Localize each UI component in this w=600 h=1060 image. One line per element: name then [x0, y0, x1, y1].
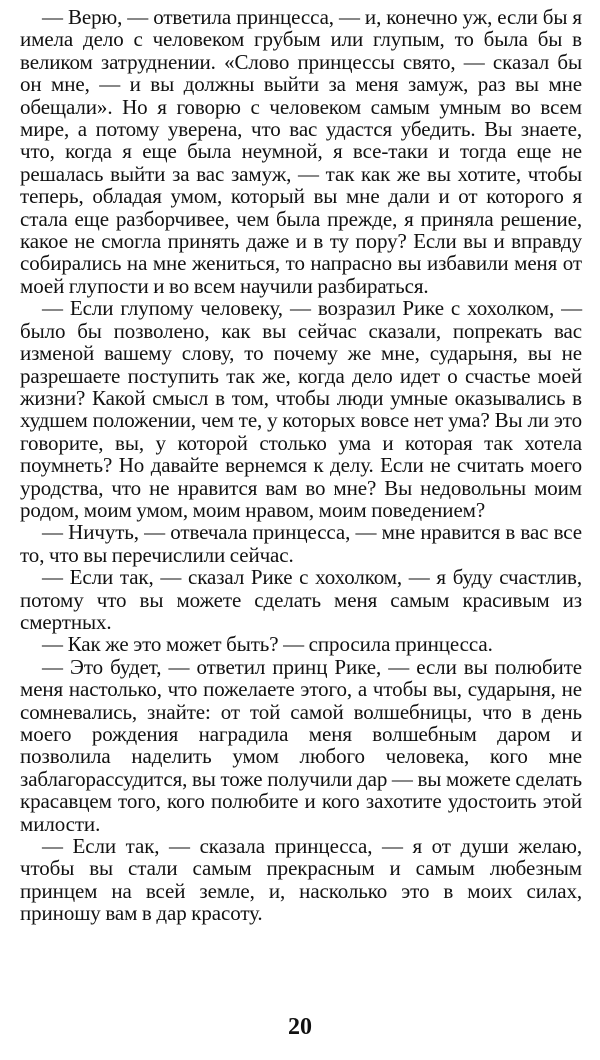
page-body: [20, 6, 582, 925]
paragraph-2: — Если глупому человеку, — возразил Рике с хохолком, — было бы позволено, как вы сейчас сказали, попрекать вас изменой вашему слову, то почему же мне, сударыня, вы не разрешаете поступить так же, когда дело идет о счастье моей жизни? Какой смысл в том, чтобы люди умные оказывались в худшем положении, чем те, у которых вовсе нет ума? Вы ли это говорите, вы, у которой столько ума и которая так хотела поумнеть? Но давайте вернемся к делу. Если не считать моего уродства, что не нравится вам во мне? Вы недовольны моим родом, моим умом, моим нравом, моим поведением?: [20, 296, 582, 522]
paragraph-1: — Верю, — ответила принцесса, — и, конечно уж, если бы я имела дело с человеком грубым или глупым, то была бы в великом затруднении. «Слово принцессы свято, — сказал бы он мне, — и вы должны выйти за меня замуж, раз вы мне обещали». Но я говорю с человеком самым умным во всем мире, а потому уверена, что вас удастся убедить. Вы знаете, что, когда я еще была неумной, я все-таки и тогда еще не решалась выйти за вас замуж, — так как же вы хотите, чтобы теперь, обладая умом, который вы мне дали и от которого я стала еще разборчивее, чем была прежде, я приняла решение, какое не смогла принять даже и в ту пору? Если вы и вправду собирались на мне жениться, то напрасно вы избавили меня от моей глупости и во всем научили разбираться.: [20, 5, 582, 298]
paragraph-7: — Если так, — сказала принцесса, — я от души желаю, чтобы вы стали самым прекрасным и самым любезным принцем на всей земле, и, насколько это в моих силах, приношу вам в дар красоту.: [20, 834, 582, 926]
paragraph-5: — Как же это может быть? — спросила принцесса.: [42, 632, 493, 657]
paragraph-6: — Это будет, — ответил принц Рике, — если вы полюбите меня настолько, что пожелаете этого, а чтобы вы, сударыня, не сомневались, знайте: от той самой волшебницы, что в день моего рождения наградила меня волшебным даром и позволила наделить умом любого человека, кого мне заблагорассудится, вы тоже получили дар — вы можете сделать красавцем того, кого полюбите и кого захотите удостоить этой милости.: [20, 654, 582, 836]
paragraph-4: — Если так, — сказал Рике с хохолком, — я буду счастлив, потому что вы можете сделать меня самым красивым из смертных.: [20, 565, 582, 634]
page-number: 20: [288, 1014, 312, 1040]
paragraph-3: — Ничуть, — отвечала принцесса, — мне нравится в вас все то, что вы перечислили сейчас.: [20, 520, 582, 567]
